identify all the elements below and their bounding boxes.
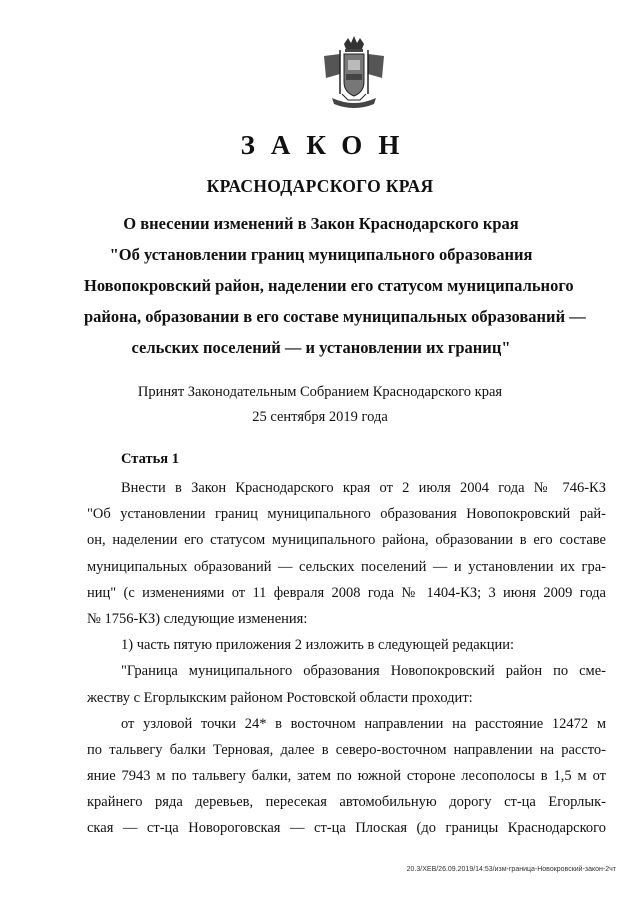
body-line: крайнего ряда деревьев, пересекая автомобильную дорогу ст-ца Егорлык-	[87, 794, 606, 811]
body-line: Внести в Закон Краснодарского края от 2 июля 2004 года № 746-КЗ	[121, 480, 606, 496]
body-line: "Граница муниципального образования Новопокровский район по сме-	[121, 663, 606, 680]
law-word-heading: ЗАКОН	[240, 130, 416, 160]
body-line: № 1756-КЗ) следующие изменения:	[87, 610, 308, 627]
body-line: муниципальных образований — сельских поселений — и установлении их гра-	[87, 558, 606, 575]
article-heading: Статья 1	[121, 451, 179, 467]
body-line: "Об установлении границ муниципального образования Новопокровский рай-	[87, 506, 606, 523]
law-title	[84, 208, 586, 363]
adoption-line: Принят Законодательным Собранием Краснодарского края	[137, 384, 503, 400]
body-line: от узловой точки 24* в восточном направлении на расстояние 12472 м	[121, 715, 606, 732]
article-body	[87, 475, 606, 842]
body-line: по тальвегу балки Терновая, далее в северо-восточном направлении на рассто-	[87, 741, 606, 758]
body-line: он, наделении его статусом муниципального района, образовании в его составе	[87, 532, 606, 549]
title-line: О внесении изменений в Закон Краснодарского края	[123, 214, 519, 233]
body-line: жеству с Егорлыкским районом Ростовской области проходит:	[87, 689, 473, 706]
title-line: района, образовании в его составе муниципальных образований —	[84, 307, 586, 326]
adoption-date: 25 сентября 2019 года	[252, 409, 388, 425]
body-line: яние 7943 м по тальвегу балки, затем по южной стороне лесополосы в 1,5 м от	[87, 768, 606, 785]
body-line: ская — ст-ца Новороговская — ст-ца Плоская (до границы Краснодарского	[87, 820, 606, 837]
region-heading: КРАСНОДАРСКОГО КРАЯ	[206, 176, 434, 196]
coat-of-arms-icon	[318, 34, 390, 114]
title-line: "Об установлении границ муниципального образования	[109, 245, 533, 264]
adoption-note	[0, 380, 640, 430]
title-line: Новопокровский район, наделении его статусом муниципального	[84, 276, 574, 295]
document-footer-code: 20.3/ХЕВ/26.09.2019/14:53/изм-граница-Новокровский-закон-2чт	[406, 866, 616, 873]
title-line: сельских поселений — и установлении их границ"	[131, 338, 511, 357]
body-line: 1) часть пятую приложения 2 изложить в следующей редакции:	[121, 637, 515, 654]
coat-of-arms-emblem	[318, 34, 390, 114]
body-line: ниц" (с изменениями от 11 февраля 2008 года № 1404-КЗ; 3 июня 2009 года	[87, 584, 606, 601]
